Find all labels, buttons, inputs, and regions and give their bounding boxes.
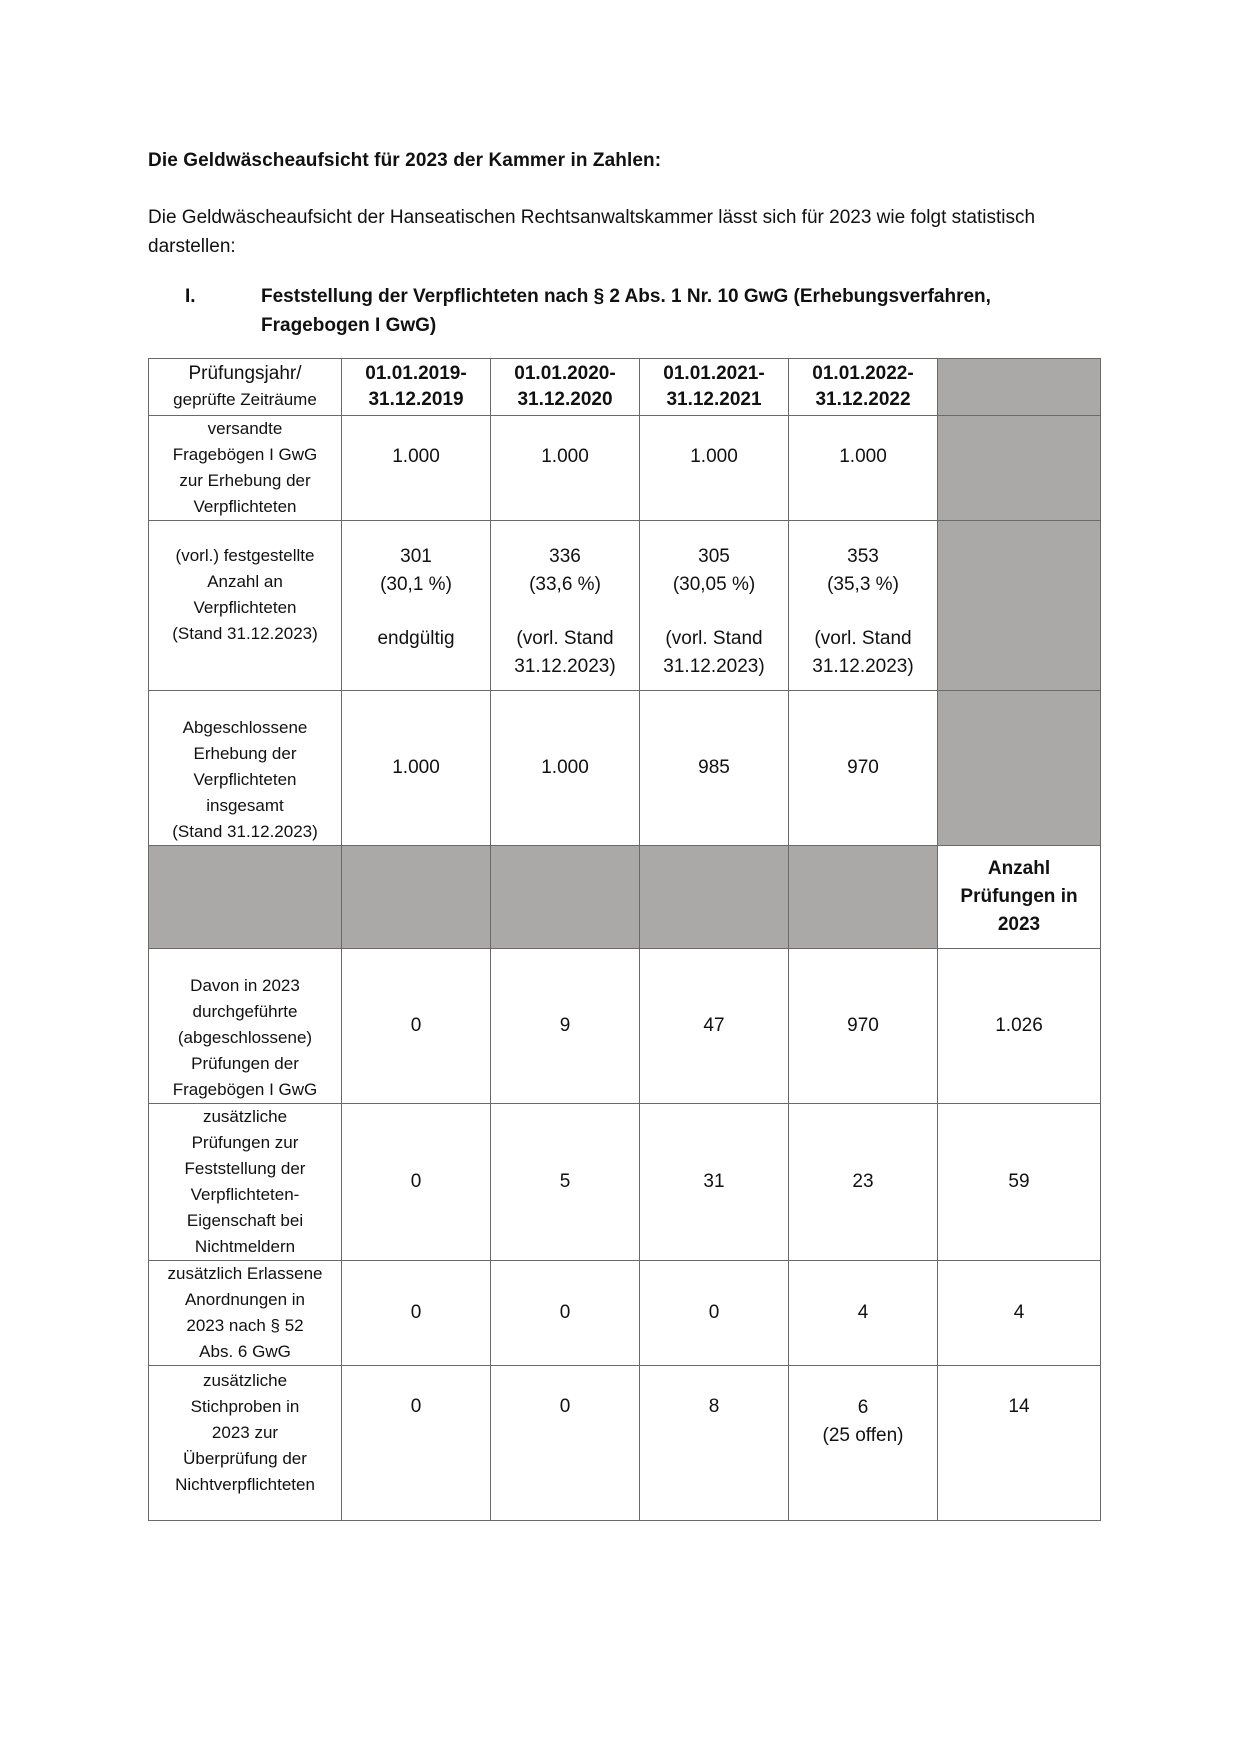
period-to: 31.12.2020 bbox=[517, 389, 613, 410]
value-cell: 47 bbox=[640, 949, 789, 1104]
determined-percent: (30,05 %) bbox=[672, 574, 756, 595]
value: 6 bbox=[857, 1397, 869, 1418]
label-line: Nichtverpflichteten bbox=[175, 1475, 315, 1494]
label-line: (vorl.) festgestellte bbox=[175, 546, 315, 565]
label-line: Verpflichteten bbox=[193, 598, 297, 617]
determined-percent: (33,6 %) bbox=[529, 574, 601, 595]
row-label bbox=[149, 691, 342, 846]
label-line: versandte bbox=[207, 419, 283, 438]
label-line: Stichproben in bbox=[190, 1397, 300, 1416]
value-cell: 8 bbox=[640, 1366, 789, 1521]
count-header-line: Anzahl bbox=[987, 858, 1051, 879]
count-header-line: Prüfungen in bbox=[960, 886, 1078, 907]
label-line: Verpflichteten bbox=[193, 770, 297, 789]
row-samples bbox=[149, 1366, 1101, 1521]
period-header-2019 bbox=[342, 359, 491, 416]
total-cell: 1.026 bbox=[938, 949, 1101, 1104]
period-from: 01.01.2021- bbox=[663, 363, 765, 384]
label-line: (abgeschlossene) bbox=[177, 1028, 313, 1047]
total-cell: 59 bbox=[938, 1104, 1101, 1261]
row-additional-checks bbox=[149, 1104, 1101, 1261]
row-orders bbox=[149, 1261, 1101, 1366]
determined-count: 301 bbox=[400, 546, 432, 567]
determined-cell-2022 bbox=[789, 521, 938, 691]
period-from: 01.01.2019- bbox=[365, 363, 467, 384]
value-cell: 0 bbox=[342, 1104, 491, 1261]
determined-cell-2019 bbox=[342, 521, 491, 691]
gray-cell bbox=[938, 359, 1101, 416]
period-header-2021 bbox=[640, 359, 789, 416]
value-cell: 970 bbox=[789, 949, 938, 1104]
determined-count: 336 bbox=[549, 546, 581, 567]
section-number: I. bbox=[185, 286, 196, 307]
value-cell: 1.000 bbox=[640, 416, 789, 521]
value-cell: 1.000 bbox=[789, 416, 938, 521]
label-line: Abs. 6 GwG bbox=[199, 1342, 291, 1361]
label-line: Erhebung der bbox=[193, 744, 297, 763]
statistics-table bbox=[148, 358, 1101, 1521]
determined-status-date: 31.12.2023) bbox=[514, 656, 616, 677]
period-to: 31.12.2019 bbox=[368, 389, 464, 410]
intro-paragraph: Die Geldwäscheaufsicht der Hanseatischen Rechtsanwaltskammer lässt sich für 2023 wie folgt statistisch darstellen: bbox=[148, 207, 1036, 257]
determined-status-date: 31.12.2023) bbox=[812, 656, 914, 677]
value-cell: 1.000 bbox=[491, 416, 640, 521]
period-header-2022 bbox=[789, 359, 938, 416]
period-to: 31.12.2021 bbox=[666, 389, 762, 410]
section-title: Feststellung der Verpflichteten nach § 2 Abs. 1 Nr. 10 GwG (Erhebungsverfahren, Fragebogen I GwG) bbox=[261, 286, 991, 336]
label-line: Fragebögen I GwG bbox=[172, 445, 318, 464]
label-line: Feststellung der bbox=[184, 1159, 306, 1178]
label-line: zur Erhebung der bbox=[179, 471, 311, 490]
row-label bbox=[149, 1261, 342, 1366]
value-cell: 5 bbox=[491, 1104, 640, 1261]
value-cell: 0 bbox=[342, 1366, 491, 1521]
label-line: durchgeführte bbox=[192, 1002, 298, 1021]
label-line: Verpflichteten bbox=[193, 497, 297, 516]
label-line: (Stand 31.12.2023) bbox=[172, 822, 318, 841]
count-header-line: 2023 bbox=[997, 914, 1041, 935]
gray-cell bbox=[149, 846, 342, 949]
value-cell: 1.000 bbox=[342, 416, 491, 521]
value-cell: 0 bbox=[342, 949, 491, 1104]
label-line: (Stand 31.12.2023) bbox=[172, 624, 318, 643]
header-label-line1: Prüfungsjahr/ bbox=[188, 363, 302, 384]
header-label-line2: geprüfte Zeiträume bbox=[173, 390, 317, 409]
row-conducted-checks bbox=[149, 949, 1101, 1104]
gray-cell bbox=[491, 846, 640, 949]
row-label bbox=[149, 1104, 342, 1261]
page-heading: Die Geldwäscheaufsicht für 2023 der Kammer in Zahlen: bbox=[148, 150, 662, 171]
value-cell: 9 bbox=[491, 949, 640, 1104]
label-line: zusätzliche bbox=[202, 1371, 288, 1390]
determined-count: 353 bbox=[847, 546, 879, 567]
period-to: 31.12.2022 bbox=[815, 389, 911, 410]
value-cell: 970 bbox=[789, 691, 938, 846]
row-label bbox=[149, 1366, 342, 1521]
row-label bbox=[149, 949, 342, 1104]
label-line: Abgeschlossene bbox=[182, 718, 308, 737]
label-line: zusätzliche bbox=[202, 1107, 288, 1126]
label-line: Überprüfung der bbox=[183, 1449, 307, 1468]
total-cell: 4 bbox=[938, 1261, 1101, 1366]
value-cell: 0 bbox=[491, 1261, 640, 1366]
gray-cell bbox=[938, 691, 1101, 846]
row-determined-obligated bbox=[149, 521, 1101, 691]
row-label bbox=[149, 521, 342, 691]
value-cell-with-note bbox=[789, 1366, 938, 1521]
period-from: 01.01.2020- bbox=[514, 363, 616, 384]
label-line: Nichtmeldern bbox=[194, 1237, 296, 1256]
period-from: 01.01.2022- bbox=[812, 363, 914, 384]
label-line: zusätzlich Erlassene bbox=[167, 1264, 323, 1283]
value-cell: 31 bbox=[640, 1104, 789, 1261]
value-cell: 0 bbox=[342, 1261, 491, 1366]
label-line: 2023 nach § 52 bbox=[186, 1316, 304, 1335]
value-cell: 985 bbox=[640, 691, 789, 846]
value-cell: 4 bbox=[789, 1261, 938, 1366]
label-line: Davon in 2023 bbox=[190, 976, 300, 995]
value-note: (25 offen) bbox=[822, 1425, 904, 1446]
label-line: Fragebögen I GwG bbox=[172, 1080, 318, 1099]
row-label bbox=[149, 416, 342, 521]
label-line: Verpflichteten- bbox=[190, 1185, 300, 1204]
label-line: 2023 zur bbox=[211, 1423, 279, 1442]
period-header-2020 bbox=[491, 359, 640, 416]
determined-status: (vorl. Stand bbox=[814, 628, 912, 649]
row-sent-questionnaires bbox=[149, 416, 1101, 521]
label-line: Anzahl an bbox=[207, 572, 283, 591]
total-cell: 14 bbox=[938, 1366, 1101, 1521]
header-row bbox=[149, 359, 1101, 416]
determined-status-date: 31.12.2023) bbox=[663, 656, 765, 677]
gray-cell bbox=[938, 416, 1101, 521]
value-cell: 1.000 bbox=[491, 691, 640, 846]
determined-status: (vorl. Stand bbox=[665, 628, 763, 649]
gray-cell bbox=[789, 846, 938, 949]
header-label-cell bbox=[149, 359, 342, 416]
determined-status: (vorl. Stand bbox=[516, 628, 614, 649]
determined-count: 305 bbox=[698, 546, 730, 567]
value-cell: 0 bbox=[491, 1366, 640, 1521]
determined-cell-2020 bbox=[491, 521, 640, 691]
determined-cell-2021 bbox=[640, 521, 789, 691]
gray-cell bbox=[640, 846, 789, 949]
label-line: Prüfungen zur bbox=[191, 1133, 299, 1152]
determined-percent: (35,3 %) bbox=[827, 574, 899, 595]
row-completed-survey bbox=[149, 691, 1101, 846]
gray-cell bbox=[938, 521, 1101, 691]
determined-percent: (30,1 %) bbox=[380, 574, 452, 595]
count-header-cell bbox=[938, 846, 1101, 949]
label-line: Anordnungen in bbox=[184, 1290, 306, 1309]
row-count-header bbox=[149, 846, 1101, 949]
value-cell: 23 bbox=[789, 1104, 938, 1261]
label-line: Eigenschaft bei bbox=[186, 1211, 304, 1230]
determined-status: endgültig bbox=[377, 628, 455, 649]
value-cell: 1.000 bbox=[342, 691, 491, 846]
value-cell: 0 bbox=[640, 1261, 789, 1366]
label-line: insgesamt bbox=[206, 796, 284, 815]
label-line: Prüfungen der bbox=[191, 1054, 299, 1073]
gray-cell bbox=[342, 846, 491, 949]
